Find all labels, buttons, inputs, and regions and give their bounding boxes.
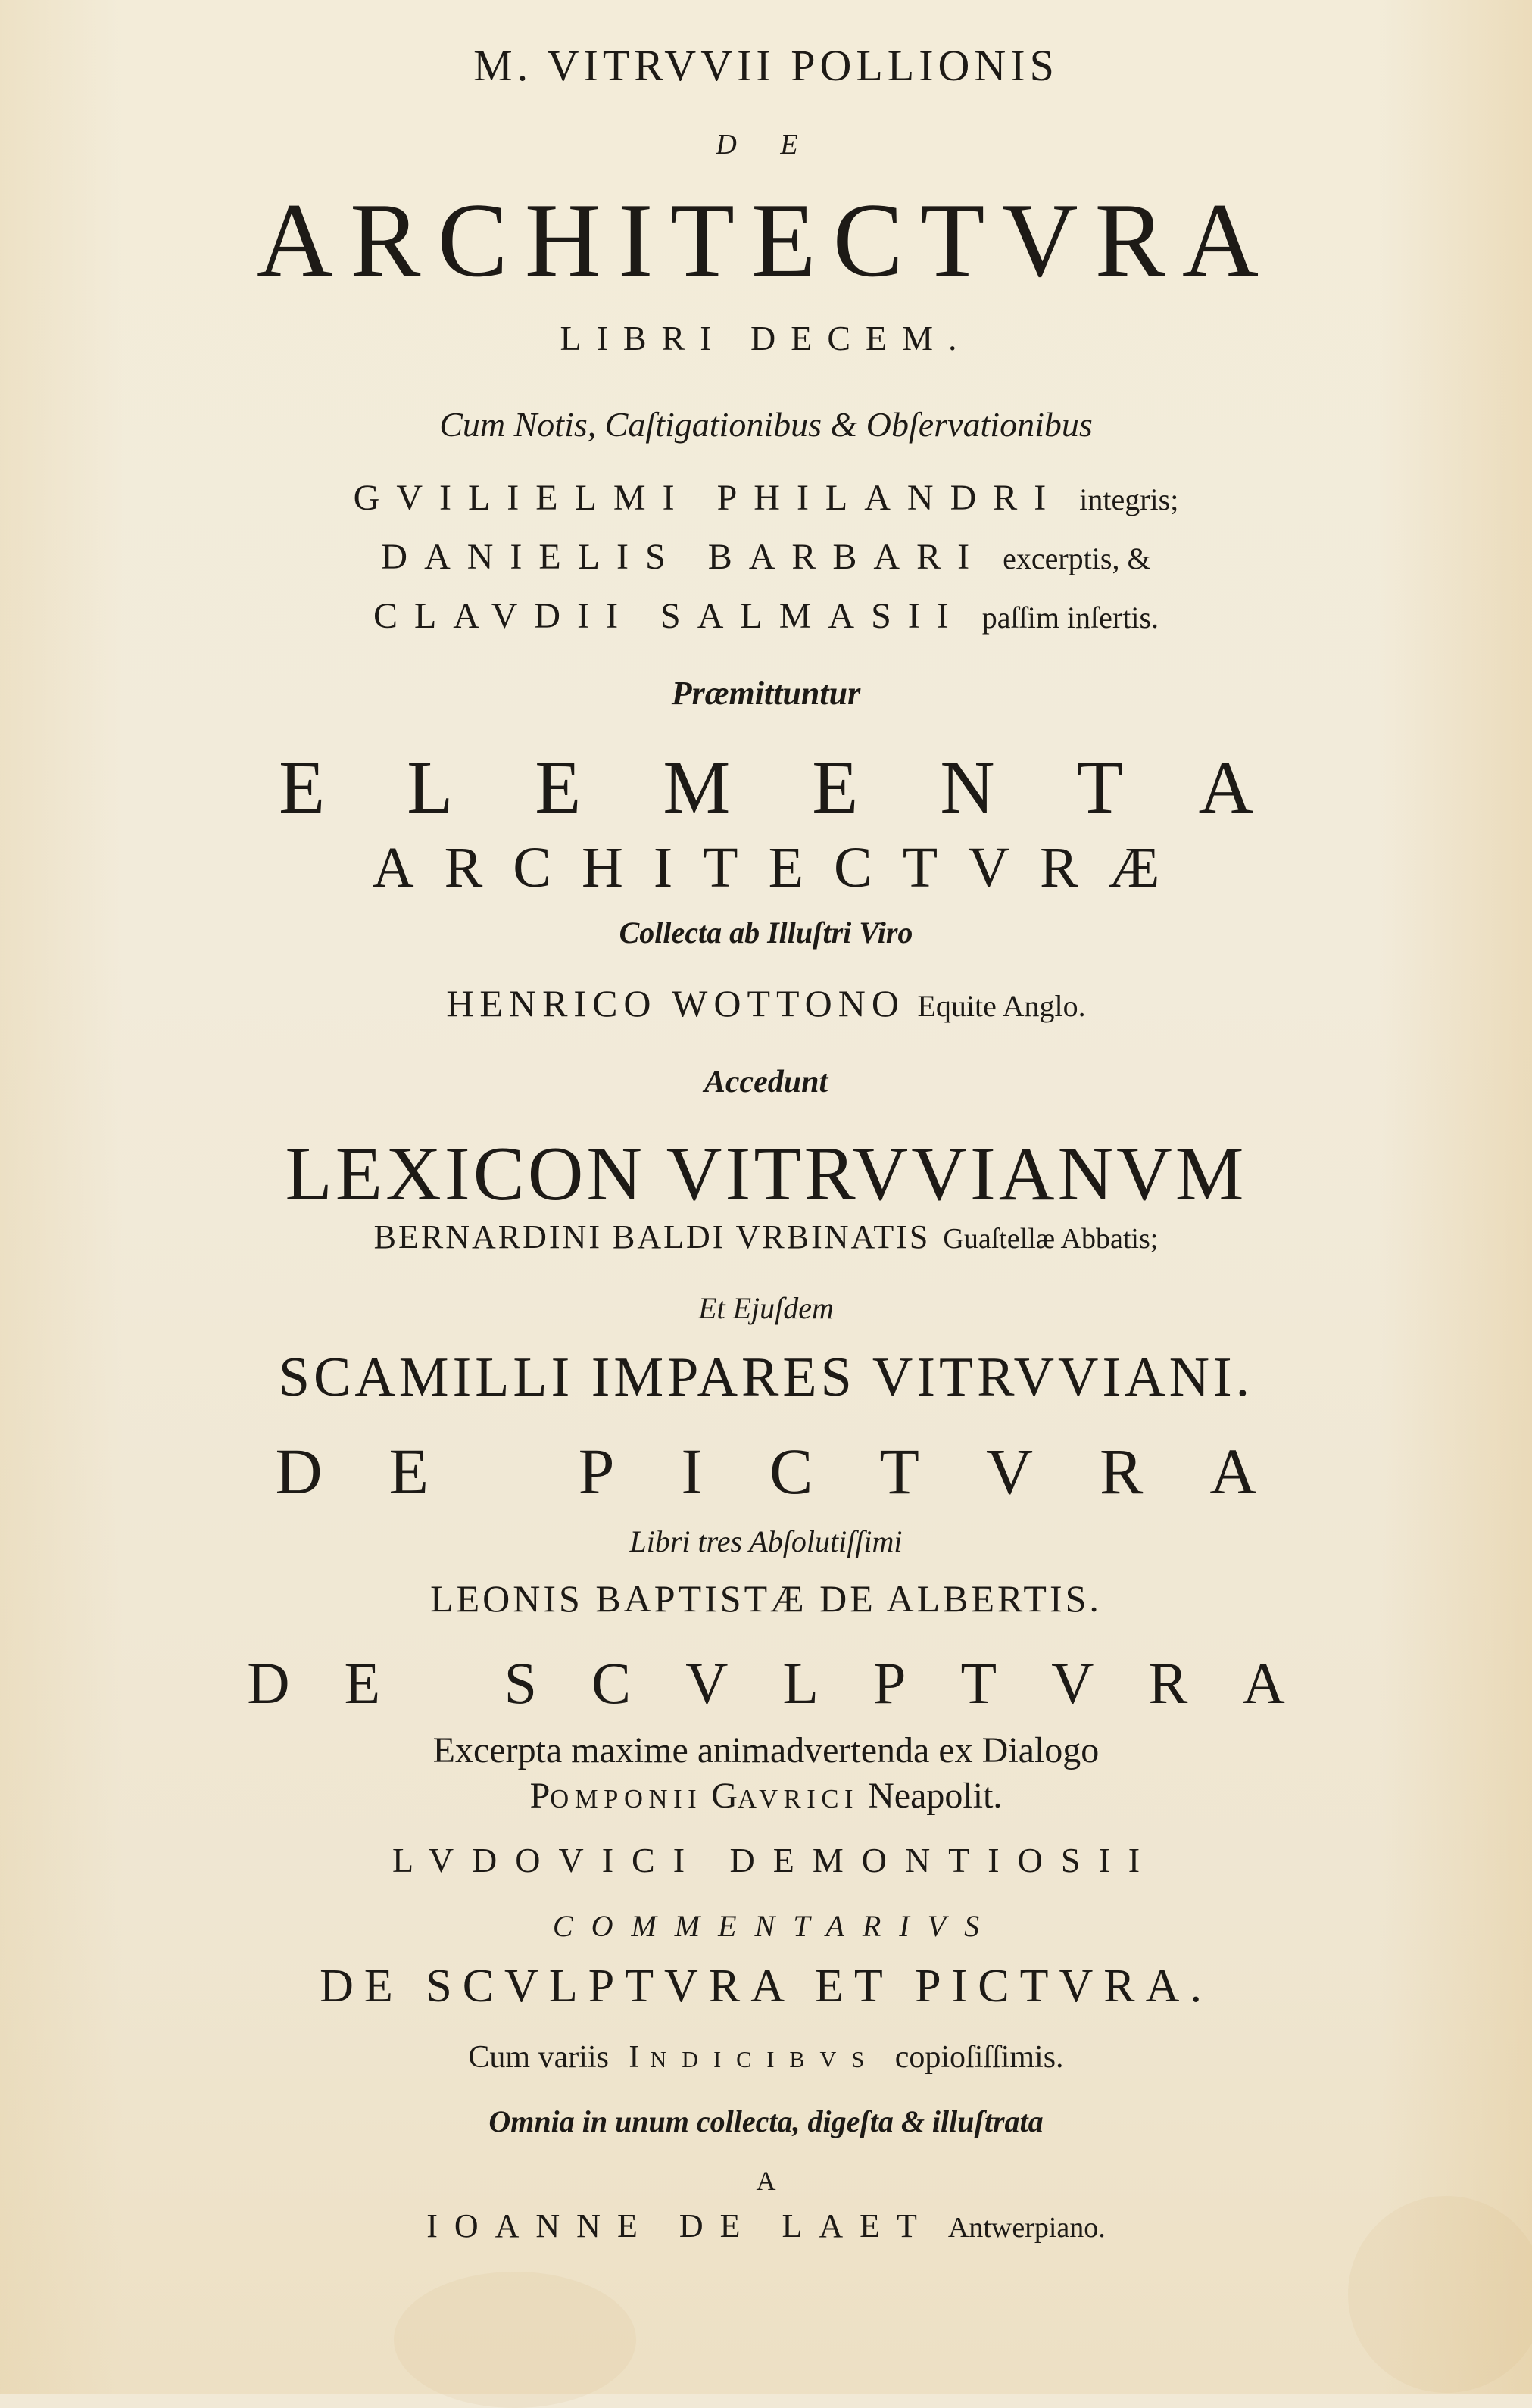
de-pictura-line: DE PICTVRA [275,1435,1324,1508]
omnia-line: Omnia in unum collecta, digeſta & illuſtrata [488,2104,1044,2138]
libri-tres-line: Libri tres Abſolutiſſimi [629,1524,903,1558]
laet-rest: Antwerpiano. [947,2212,1106,2244]
lexicon-line: LEXICON VITRVVIANVM [285,1131,1247,1217]
gaurici-line [0,1778,1532,1814]
a-line: A [756,2166,776,2196]
demontiosii-line: LVDOVICI DEMONTIOSII [392,1841,1159,1879]
accedunt-line: Accedunt [704,1065,828,1100]
barbari-line [0,539,1532,575]
barbari-rest: excerptis, & [1003,541,1151,575]
de-sculptura-line: DE SCVLPTVRA [247,1650,1340,1716]
excerpta-line: Excerpta maxime animadvertenda ex Dialogo [432,1730,1100,1770]
laet-line [0,2207,1532,2244]
baldi-line [0,1218,1532,1255]
wottono-line [0,982,1532,1025]
albertis-line: LEONIS BAPTISTÆ DE ALBERTIS. [430,1577,1102,1620]
gaurici-p-initial: P [529,1776,551,1816]
salmasii-rest: paſſim inſertis. [981,600,1159,635]
philandri-name: GVILIELMI PHILANDRI [353,478,1063,518]
baldi-name: BERNARDINI BALDI VRBINATIS [373,1218,931,1255]
praemittuntur-line: Præmittuntur [671,675,861,712]
salmasii-name: CLAVDII SALMASII [373,596,966,636]
gaurici-gaurici: AVRICI [737,1785,860,1814]
indicibus-initial: I [629,2040,651,2075]
salmasii-line [0,598,1532,635]
paper-stain [394,2272,636,2408]
scamilli-line: SCAMILLI IMPARES VITRVVIANI. [278,1346,1254,1408]
et-ejusdem-line: Et Ejuſdem [698,1291,834,1325]
commentarius-line: COMMENTARIVS [552,1909,998,1943]
gaurici-rest: Neapolit. [868,1776,1003,1816]
laet-name: IOANNE DE LAET [426,2207,934,2244]
indicibus-caps: NDICIBVS [650,2047,880,2073]
elementa-line: ELEMENTA [279,745,1335,829]
collecta-line: Collecta ab Illuſtri Viro [619,915,913,950]
main-title: ARCHITECTVRA [256,182,1276,299]
baldi-rest: Guaſtellæ Abbatis; [943,1223,1159,1255]
indicibus-line [0,2041,1532,2073]
wottono-name: HENRICO WOTTONO [446,982,905,1025]
author-line: M. VITRVVII POLLIONIS [473,41,1059,90]
indicibus-pre: Cum variis [468,2040,609,2075]
gaurici-pomponii: OMPONII [550,1785,703,1814]
philandri-rest: integris; [1079,482,1179,516]
gaurici-g-initial: G [711,1776,738,1816]
sculptura-pictura-line: DE SCVLPTVRA ET PICTVRA. [320,1960,1212,2012]
de-line: D E [716,129,816,161]
wottono-rest: Equite Anglo. [917,989,1086,1023]
barbari-name: DANIELIS BARBARI [381,537,987,577]
philandri-line [0,480,1532,516]
cum-notis-line: Cum Notis, Caſtigationibus & Obſervationibus [439,405,1093,444]
architecturae-line: ARCHITECTVRÆ [372,836,1190,900]
libri-decem-line: LIBRI DECEM. [560,319,972,357]
indicibus-rest: copioſiſſimis. [894,2040,1064,2075]
